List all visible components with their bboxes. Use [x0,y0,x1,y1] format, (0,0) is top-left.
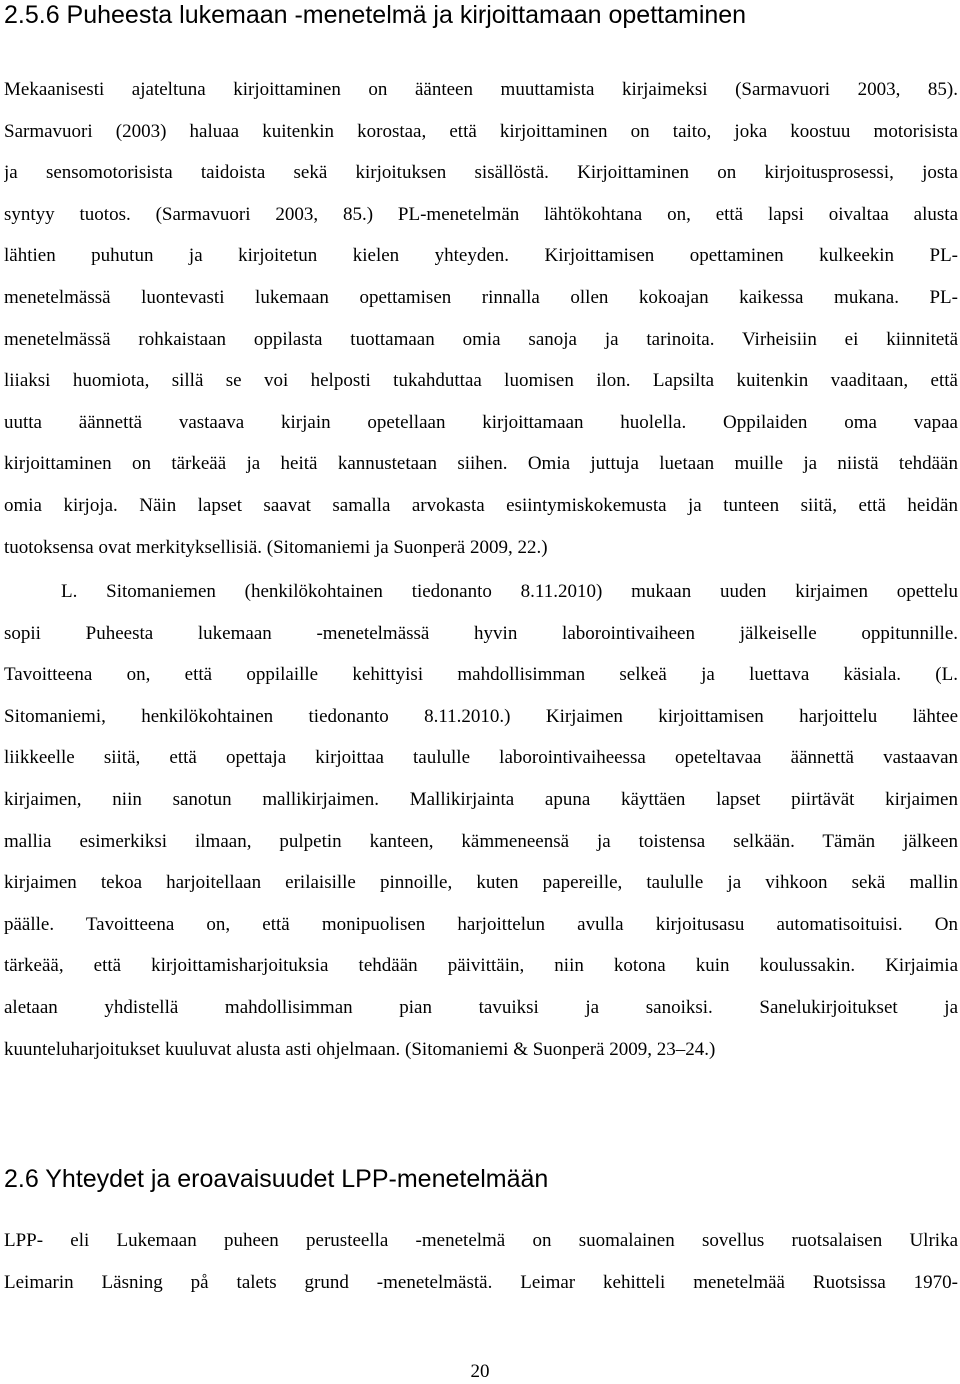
text-line: menetelmässä rohkaistaan oppilasta tuottamaan omia sanoja ja tarinoita. Virheisiin ei kiinnitetä [4,328,958,350]
text-line: kirjoittaminen on tärkeää ja heitä kannustetaan siihen. Omia juttuja luetaan muille ja niistä tehdään [4,453,958,475]
text-line: Sarmavuori (2003) haluaa kuitenkin korostaa, että kirjoittaminen on taito, joka koostuu motorisista [4,120,958,142]
text-line: Leimarin Läsning på talets grund -menetelmästä. Leimar kehitteli menetelmää Ruotsissa 1970- [4,1271,958,1293]
section-heading-2-6: 2.6 Yhteydet ja eroavaisuudet LPP-menetelmään [4,1165,549,1193]
text-line: Mekaanisesti ajateltuna kirjoittaminen on äänteen muuttamista kirjaimeksi (Sarmavuori 2003, 85). [4,79,958,100]
text-line: kuunteluharjoitukset kuuluvat alusta asti ohjelmaan. (Sitomaniemi & Suonperä 2009, 23–24.) [4,1038,716,1060]
paragraph-writing-mechanics [4,69,958,568]
text-line: liiaksi huomiota, sillä se voi helposti tukahduttaa luomisen ilon. Lapsilta kuitenkin vaaditaan, että [4,370,958,392]
text-line: ja sensomotorisista taidoista sekä kirjoituksen sisällöstä. Kirjoittaminen on kirjoitusprosessi, josta [4,162,958,184]
text-line: L. Sitomaniemen (henkilökohtainen tiedonanto 8.11.2010) mukaan uuden kirjaimen opettelu [61,581,958,602]
text-line: Tavoitteena on, että oppilaille kehittyisi mahdollisimman selkeä ja luettava käsiala. (L. [4,664,958,686]
text-line: päälle. Tavoitteena on, että monipuolisen harjoittelun avulla kirjoitusasu automatisoituisi. On [4,913,958,935]
text-line: uutta äännettä vastaava kirjain opetellaan kirjoittamaan huolella. Oppilaiden oma vapaa [4,411,958,433]
page-number: 20 [470,1361,490,1382]
text-line: menetelmässä luontevasti lukemaan opettamisen rinnalla ollen kokoajan kaikessa mukana. PL- [4,286,958,308]
text-line: sopii Puheesta lukemaan -menetelmässä hyvin laborointivaiheen jälkeiselle oppitunnille. [4,622,958,644]
paragraph-letter-teaching [4,571,958,1070]
text-line: liikkeelle siitä, että opettaja kirjoittaa taululle laborointivaiheessa opeteltavaa äännettä vastaavan [4,747,958,769]
text-line: tärkeää, että kirjoittamisharjoituksia tehdään päivittäin, niin kotona kuin koulussakin. Kirjaimia [4,955,958,977]
text-line: kirjaimen, niin sanotun mallikirjaimen. Mallikirjainta apuna käyttäen lapset piirtävät kirjaimen [4,788,958,810]
text-line: syntyy tuotos. (Sarmavuori 2003, 85.) PL-menetelmän lähtökohtana on, että lapsi oivaltaa alusta [4,203,958,225]
text-line: lähtien puhutun ja kirjoitetun kielen yhteyden. Kirjoittamisen opettaminen kulkeekin PL- [4,245,958,267]
text-line: LPP- eli Lukemaan puheen perusteella -menetelmä on suomalainen sovellus ruotsalaisen Ulrika [4,1230,958,1251]
text-line: tuotoksensa ovat merkityksellisiä. (Sitomaniemi ja Suonperä 2009, 22.) [4,536,548,558]
text-line: mallia esimerkiksi ilmaan, pulpetin kanteen, kämmeneensä ja toistensa selkään. Tämän jälkeen [4,830,958,852]
section-heading-2-5-6: 2.5.6 Puheesta lukemaan -menetelmä ja kirjoittamaan opettaminen [4,1,747,29]
text-line: Sitomaniemi, henkilökohtainen tiedonanto 8.11.2010.) Kirjaimen kirjoittamisen harjoittelu lähtee [4,705,958,727]
text-line: kirjaimen tekoa harjoitellaan erilaisille pinnoille, kuten papereille, taululle ja vihkoon sekä mallin [4,872,958,894]
text-line: omia kirjoja. Näin lapset saavat samalla arvokasta esiintymiskokemusta ja tunteen siitä, että heidän [4,494,958,516]
text-line: aletaan yhdistellä mahdollisimman pian tavuiksi ja sanoiksi. Sanelukirjoitukset ja [4,996,958,1018]
paragraph-lpp-method [4,1220,958,1303]
